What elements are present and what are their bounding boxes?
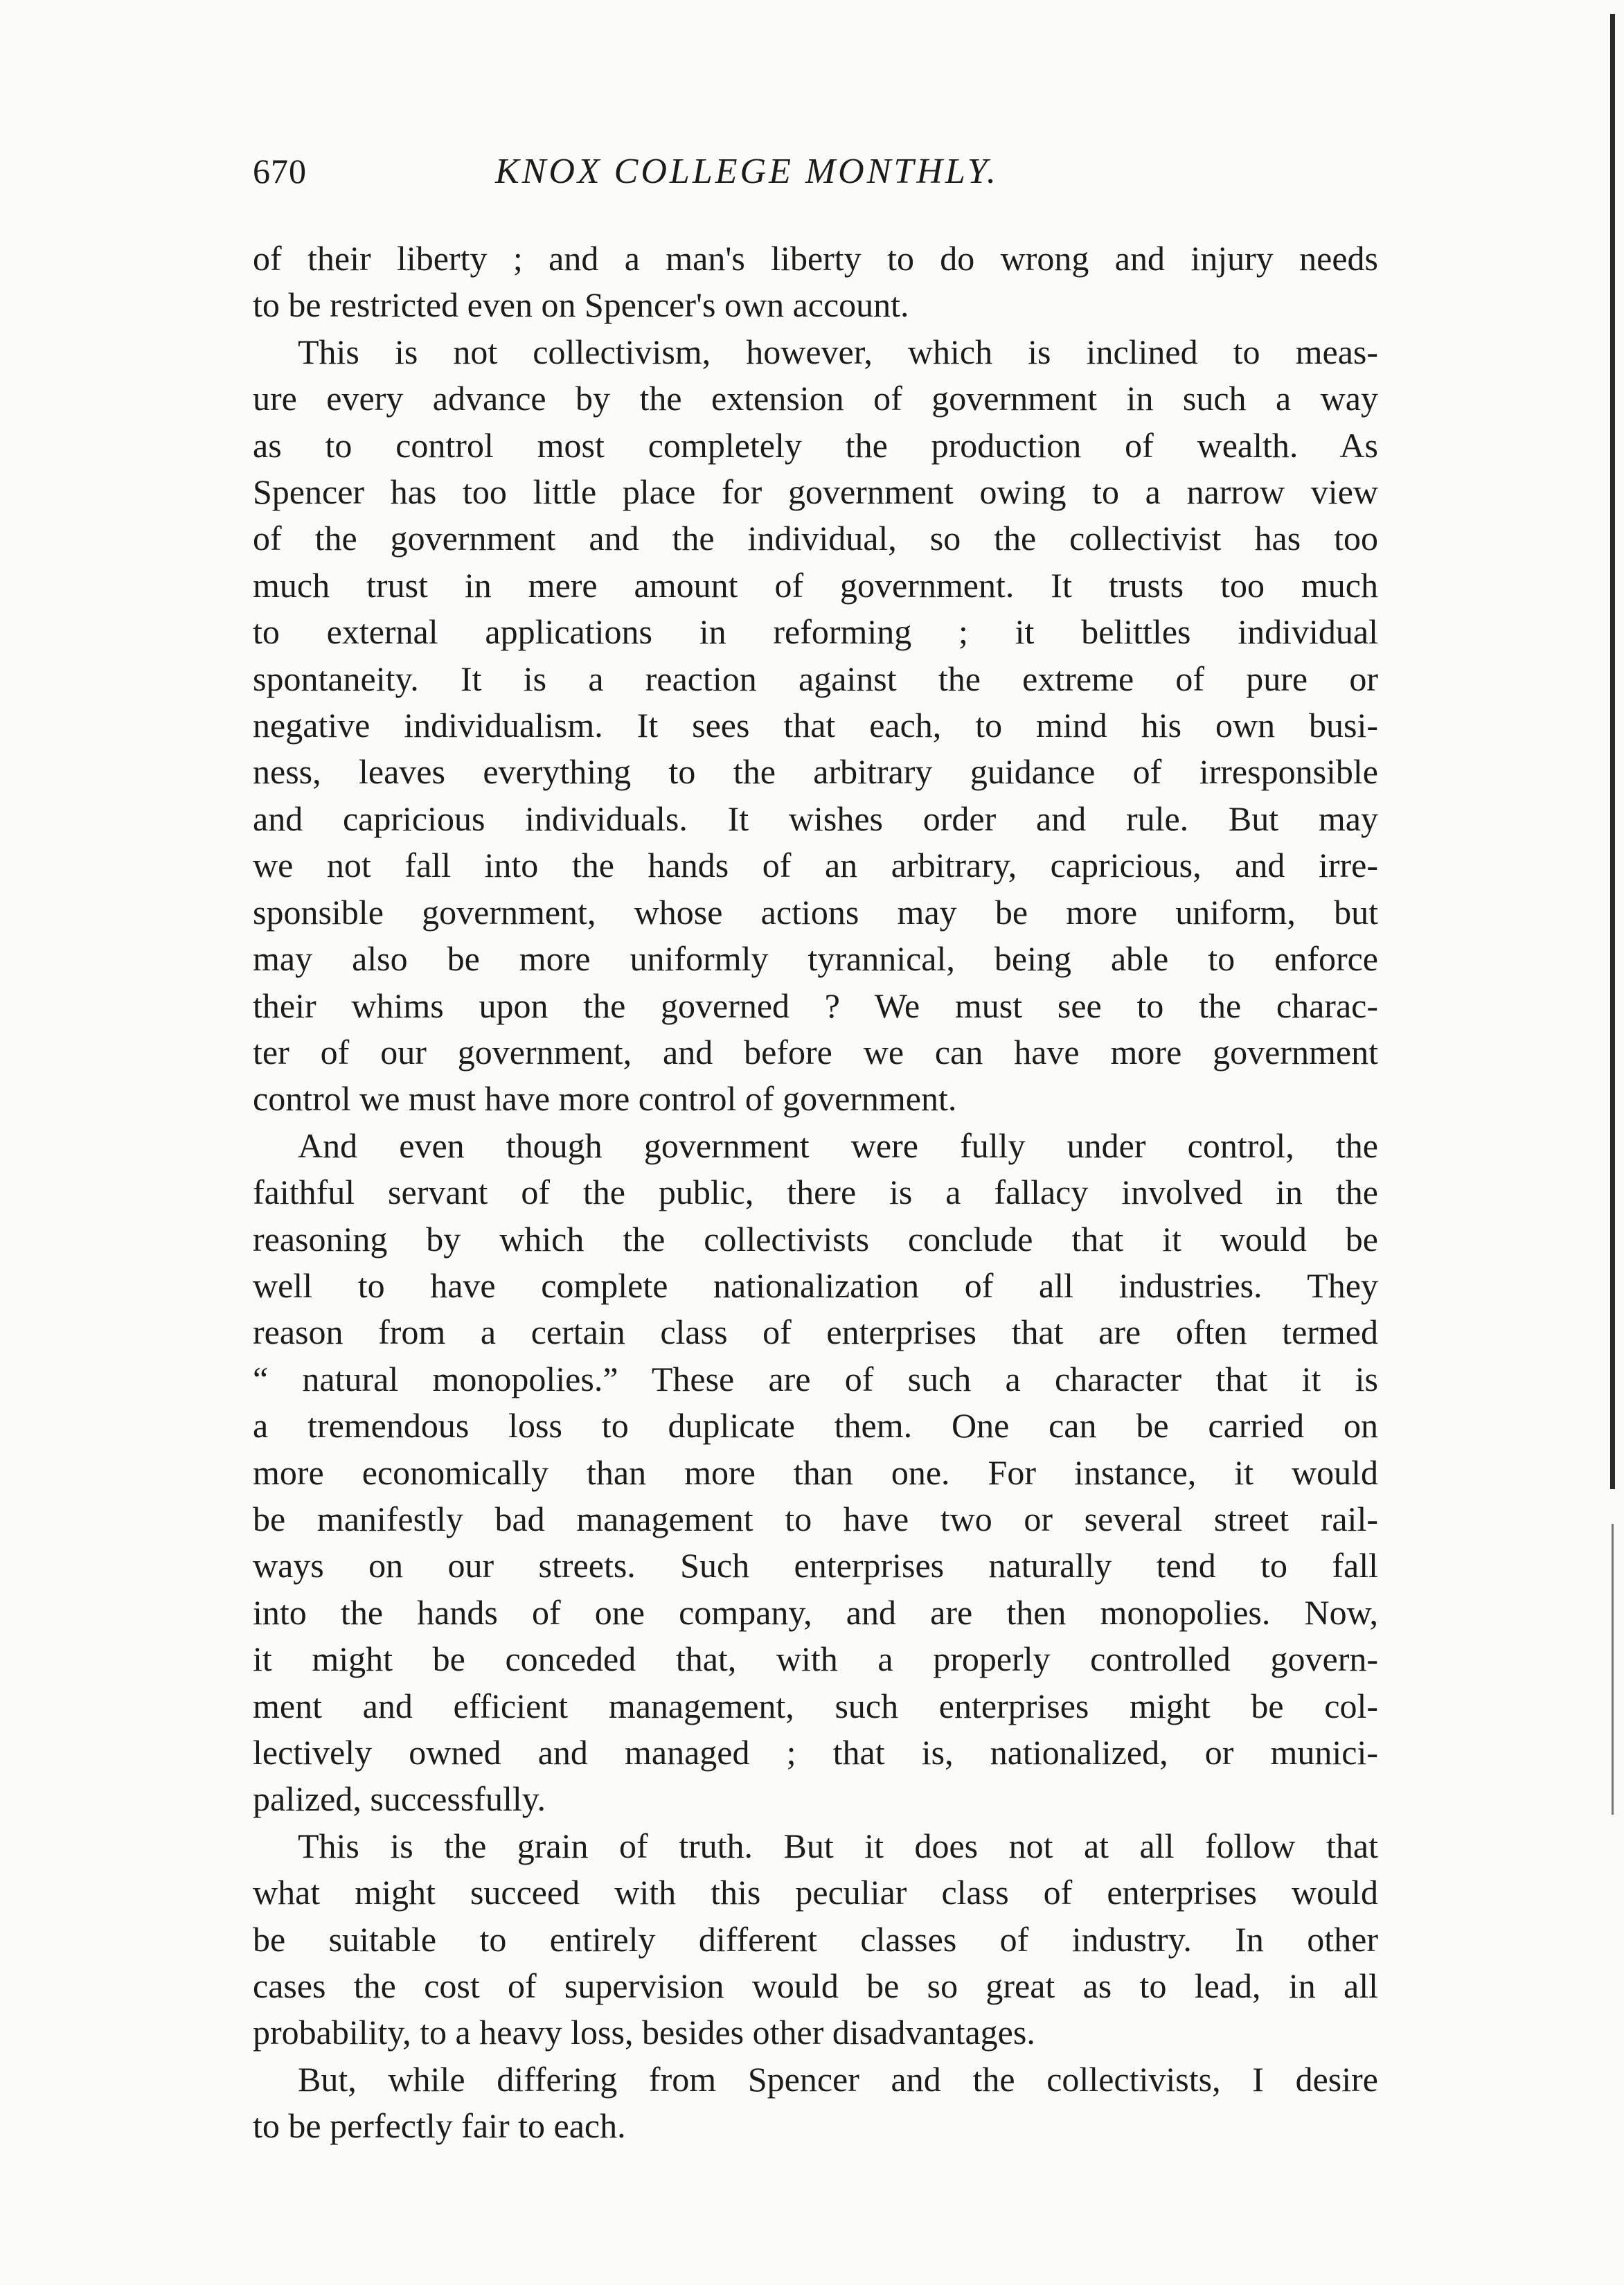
- text-line: to external applications in reforming ; it belittles individual: [253, 612, 1378, 652]
- text-line: and capricious individuals. It wishes order and rule. But may: [253, 799, 1378, 838]
- text-line: This is not collectivism, however, which is inclined to meas-: [298, 332, 1378, 371]
- text-line: ness, leaves everything to the arbitrary guidance of irresponsible: [253, 752, 1378, 792]
- text-line: ment and efficient management, such enterprises might be col-: [253, 1686, 1378, 1725]
- body-text: [253, 235, 1378, 2150]
- text-line: reason from a certain class of enterprises that are often termed: [253, 1313, 1378, 1352]
- text-line: be suitable to entirely different classes of industry. In other: [253, 1919, 1378, 1959]
- text-line: But, while differing from Spencer and the collectivists, I desire: [298, 2059, 1378, 2099]
- page-header: [253, 151, 1382, 199]
- text-line: a tremendous loss to duplicate them. One can be carried on: [253, 1406, 1378, 1446]
- page-number: 670: [253, 152, 307, 190]
- text-line: This is the grain of truth. But it does not at all follow that: [298, 1826, 1378, 1865]
- text-line: as to control most completely the production of wealth. As: [253, 425, 1378, 465]
- text-line: Spencer has too little place for government owing to a narrow view: [253, 472, 1378, 512]
- scan-edge-rule: [1610, 14, 1615, 1489]
- text-line: of the government and the individual, so the collectivist has too: [253, 519, 1378, 558]
- text-line: cases the cost of supervision would be so great as to lead, in all: [253, 1966, 1378, 2006]
- text-line: to be perfectly fair to each.: [253, 2106, 626, 2146]
- text-line: much trust in mere amount of government. It trusts too much: [253, 565, 1378, 605]
- text-line: lectively owned and managed ; that is, nationalized, or munici-: [253, 1733, 1378, 1772]
- text-line: sponsible government, whose actions may be more uniform, but: [253, 892, 1378, 932]
- text-line: “ natural monopolies.” These are of such a character that it is: [253, 1359, 1378, 1398]
- text-line: of their liberty ; and a man's liberty to do wrong and injury needs: [253, 239, 1378, 278]
- text-line: well to have complete nationalization of all industries. They: [253, 1265, 1378, 1305]
- text-line: ways on our streets. Such enterprises naturally tend to fall: [253, 1546, 1378, 1585]
- text-line: spontaneity. It is a reaction against the extreme of pure or: [253, 659, 1378, 698]
- text-line: we not fall into the hands of an arbitrary, capricious, and irre-: [253, 846, 1378, 885]
- text-line: palized, successfully.: [253, 1779, 546, 1819]
- scan-edge-rule-lower: [1612, 1524, 1614, 1815]
- running-title: KNOX COLLEGE MONTHLY.: [495, 152, 999, 191]
- text-line: more economically than more than one. For instance, it would: [253, 1452, 1378, 1492]
- text-line: to be restricted even on Spencer's own account.: [253, 285, 909, 325]
- text-line: be manifestly bad management to have two or several street rail-: [253, 1499, 1378, 1538]
- text-line: it might be conceded that, with a properly controlled govern-: [253, 1639, 1378, 1679]
- text-line: may also be more uniformly tyrannical, being able to enforce: [253, 939, 1378, 979]
- text-line: what might succeed with this peculiar class of enterprises would: [253, 1873, 1378, 1912]
- text-line: ter of our government, and before we can have more government: [253, 1032, 1378, 1072]
- text-line: their whims upon the governed ? We must see to the charac-: [253, 986, 1378, 1025]
- text-line: control we must have more control of government.: [253, 1079, 957, 1119]
- text-line: ure every advance by the extension of government in such a way: [253, 379, 1378, 418]
- text-line: into the hands of one company, and are then monopolies. Now,: [253, 1592, 1378, 1632]
- text-line: probability, to a heavy loss, besides other disadvantages.: [253, 2013, 1035, 2052]
- text-line: reasoning by which the collectivists conclude that it would be: [253, 1219, 1378, 1259]
- text-line: And even though government were fully under control, the: [298, 1126, 1378, 1165]
- text-line: faithful servant of the public, there is a fallacy involved in the: [253, 1173, 1378, 1212]
- text-line: negative individualism. It sees that each, to mind his own busi-: [253, 706, 1378, 745]
